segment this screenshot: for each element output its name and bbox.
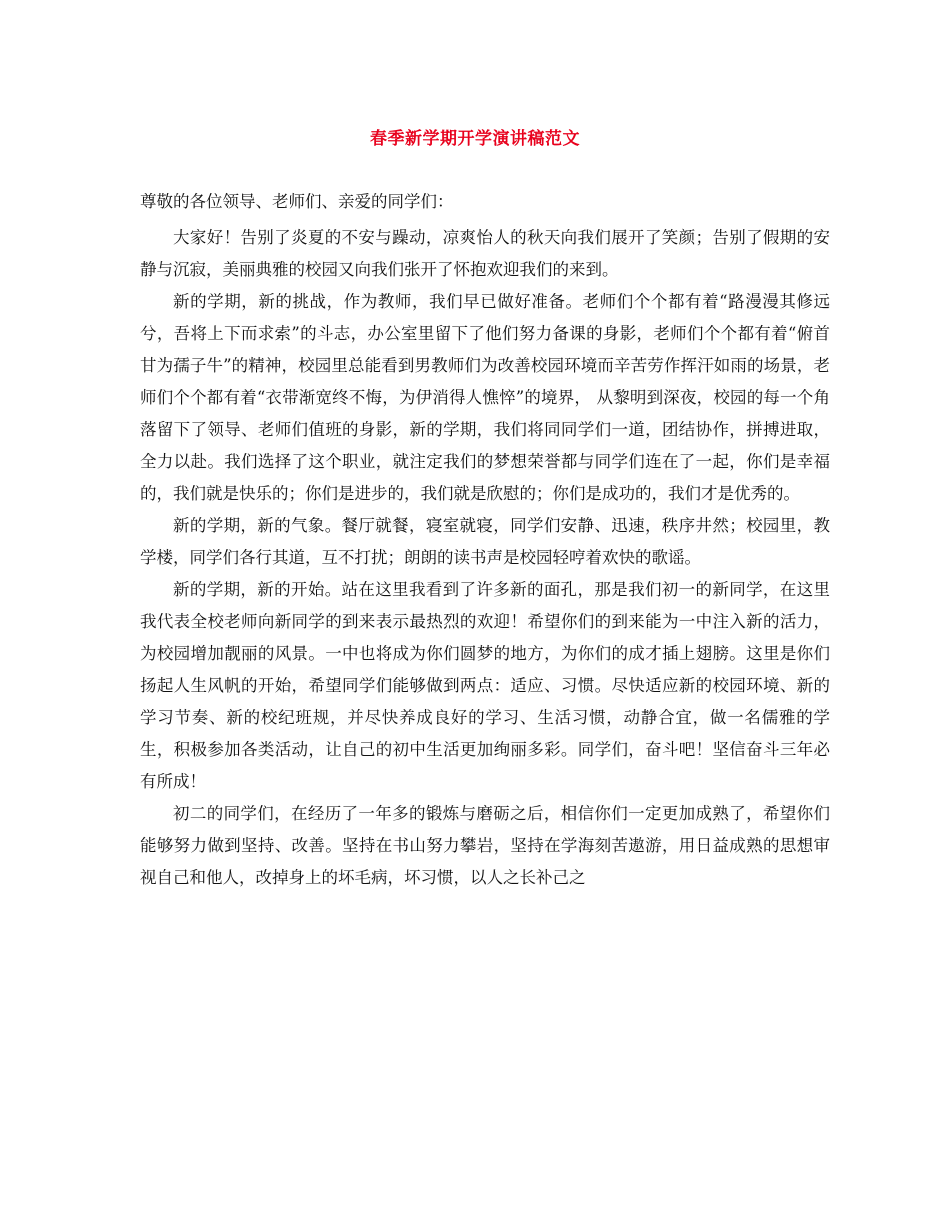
- paragraph-5: 初二的同学们，在经历了一年多的锻炼与磨砺之后，相信你们一定更加成熟了，希望你们能够努力做到坚持、改善。坚持在书山努力攀岩，坚持在学海刻苦遨游，用日益成熟的思想审视自己和他人，改掉身上的坏毛病，坏习惯，以人之长补己之: [140, 804, 830, 887]
- paragraph-1: 大家好！告别了炎夏的不安与躁动，凉爽怡人的秋天向我们展开了笑颜；告别了假期的安静与沉寂，美丽典雅的校园又向我们张开了怀抱欢迎我们的来到。: [140, 228, 830, 279]
- salutation: 尊敬的各位领导、老师们、亲爱的同学们：: [140, 192, 454, 211]
- paragraph-4: 新的学期，新的开始。站在这里我看到了许多新的面孔，那是我们初一的新同学，在这里我代表全校老师向新同学的到来表示最热烈的欢迎！希望你们的到来能为一中注入新的活力，为校园增加靓丽的风景。一中也将成为你们圆梦的地方，为你们的成才插上翅膀。这里是你们扬起人生风帆的开始，希望同学们能够做到两点：适应、习惯。尽快适应新的校园环境、新的学习节奏、新的校纪班规，并尽快养成良好的学习、生活习惯，动静合宜，做一名儒雅的学生，积极参加各类活动，让自己的初中生活更加绚丽多彩。同学们，奋斗吧！坚信奋斗三年必有所成！: [140, 580, 830, 791]
- paragraph-2: 新的学期，新的挑战，作为教师，我们早已做好准备。老师们个个都有着“路漫漫其修远兮，吾将上下而求索”的斗志，办公室里留下了他们努力备课的身影，老师们个个都有着“俯首甘为孺子牛”的精神，校园里总能看到男教师们为改善校园环境而辛苦劳作挥汗如雨的场景，老师们个个都有着“衣带渐宽终不悔，为伊消得人憔悴”的境界， 从黎明到深夜，校园的每一个角落留下了领导、老师们值班的身影，新的学期，我们将同同学们一道，团结协作，拼搏进取，全力以赴。我们选择了这个职业，就注定我们的梦想荣誉都与同学们连在了一起，你们是幸福的，我们就是快乐的；你们是进步的，我们就是欣慰的；你们是成功的，我们才是优秀的。: [140, 292, 830, 503]
- document-title: 春季新学期开学演讲稿范文: [370, 129, 580, 149]
- document-body: [140, 186, 830, 894]
- paragraph-3: 新的学期，新的气象。餐厅就餐，寝室就寝，同学们安静、迅速，秩序井然；校园里，教学楼，同学们各行其道，互不打扰；朗朗的读书声是校园轻哼着欢快的歌谣。: [140, 516, 830, 567]
